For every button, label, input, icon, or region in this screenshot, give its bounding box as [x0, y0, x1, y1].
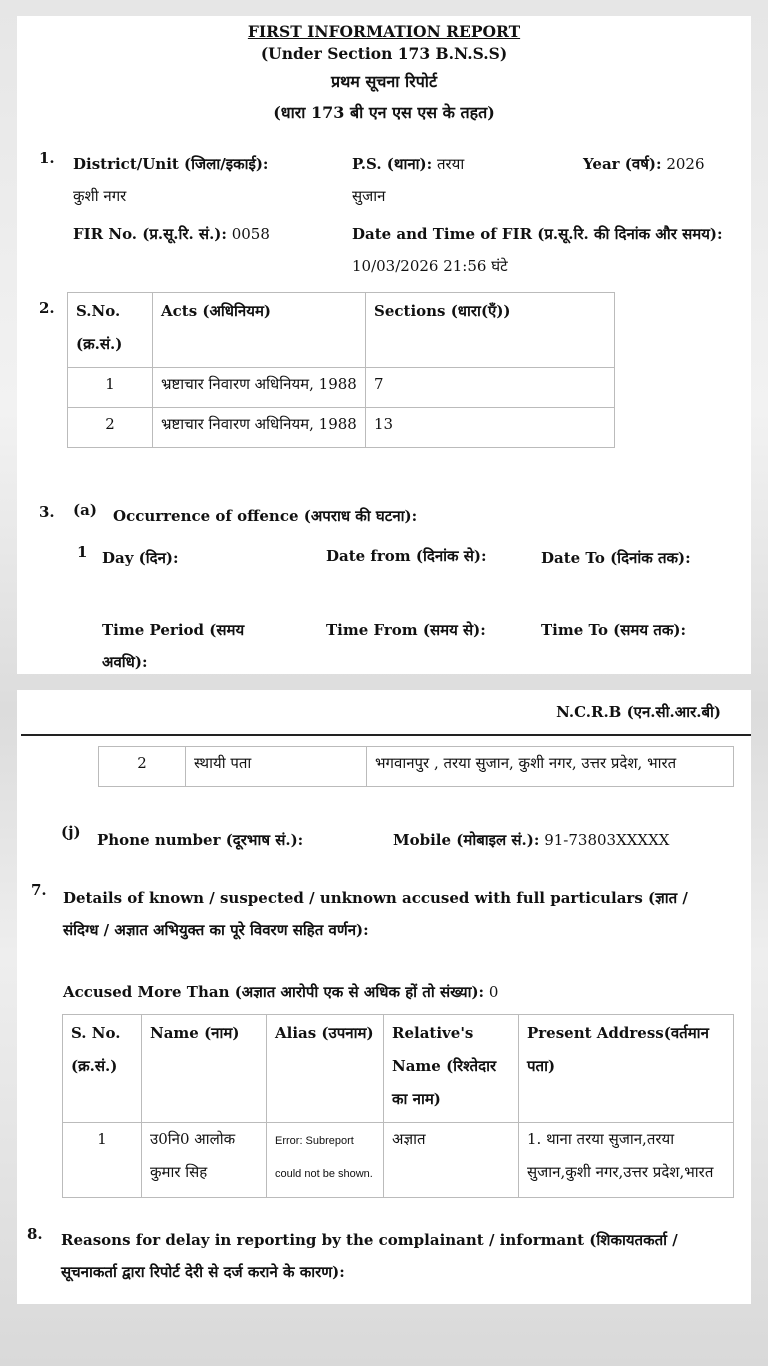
police-station-label: P.S. (थाना): — [352, 155, 433, 173]
accused-count-label: Accused More Than (अज्ञात आरोपी एक से अधिक हों तो संख्या): — [63, 983, 485, 1001]
address-row-value: भगवानपुर , तरया सुजान, कुशी नगर, उत्तर प्रदेश, भारत — [367, 747, 734, 787]
accused-row-relative: अज्ञात — [384, 1123, 519, 1198]
phone-label: Phone number (दूरभाष सं.): — [97, 831, 304, 849]
accused-table-header — [63, 1015, 734, 1123]
address-table — [98, 746, 734, 787]
acts-header-sno: S.No. (क्र.सं.) — [68, 293, 153, 368]
fir-number-field — [73, 218, 270, 250]
acts-header-act: Acts (अधिनियम) — [153, 293, 366, 368]
fir-page-1 — [17, 16, 751, 674]
address-row-type: स्थायी पता — [186, 747, 367, 787]
divider — [21, 734, 751, 736]
accused-header-alias: Alias (उपनाम) — [267, 1015, 384, 1123]
time-from-label: Time From (समय से): — [326, 621, 486, 639]
accused-count-field — [63, 976, 498, 1008]
year-field — [583, 148, 705, 180]
acts-table-header — [68, 293, 615, 368]
phone-sub: (j) — [61, 823, 81, 841]
fir-number-value: 0058 — [231, 225, 270, 243]
table-row — [68, 368, 615, 408]
police-station-value: तरया सुजान — [352, 155, 465, 205]
report-subtitle-hi: (धारा 173 बी एन एस एस के तहत) — [273, 103, 495, 122]
acts-row-act: भ्रष्टाचार निवारण अधिनियम, 1988 — [153, 408, 366, 448]
date-to-label: Date To (दिनांक तक): — [541, 549, 691, 567]
accused-header-relative: Relative's Name (रिश्तेदार का नाम) — [384, 1015, 519, 1123]
acts-table — [67, 292, 615, 448]
acts-row-act: भ्रष्टाचार निवारण अधिनियम, 1988 — [153, 368, 366, 408]
date-from-label: Date from (दिनांक से): — [326, 547, 487, 565]
year-label: Year (वर्ष): — [583, 155, 662, 173]
report-subtitle-en: (Under Section 173 B.N.S.S) — [260, 44, 508, 63]
accused-count-value: 0 — [488, 983, 499, 1001]
delay-reasons-heading: Reasons for delay in reporting by the complainant / informant (शिकायतकर्ता / सूचनाकर्ता द्वारा रिपोर्ट देरी से दर्ज कराने के कारण): — [61, 1231, 678, 1281]
ncrb-label: N.C.R.B (एन.सी.आर.बी) — [556, 703, 721, 721]
table-row — [68, 408, 615, 448]
section-3-sub: (a) — [73, 501, 97, 519]
district-value: कुशी नगर — [73, 187, 127, 205]
accused-row-alias: Error: Subreport could not be shown. — [267, 1123, 384, 1198]
year-value: 2026 — [666, 155, 705, 173]
table-row — [99, 747, 734, 787]
occurrence-heading: Occurrence of offence (अपराध की घटना): — [113, 507, 418, 525]
acts-row-sno: 1 — [68, 368, 153, 408]
acts-row-section: 13 — [366, 408, 615, 448]
time-to-label: Time To (समय तक): — [541, 621, 686, 639]
fir-number-label: FIR No. (प्र.सू.रि. सं.): — [73, 225, 227, 243]
accused-heading: Details of known / suspected / unknown accused with full particulars (ज्ञात / संदिग्ध / अज्ञात अभियुक्त का पूरे विवरण सहित वर्णन): — [63, 889, 688, 939]
accused-row-sno: 1 — [63, 1123, 142, 1198]
table-row — [63, 1123, 734, 1198]
mobile-value: 91-73803XXXXX — [544, 831, 670, 849]
occurrence-row-number: 1 — [77, 543, 88, 561]
accused-table — [62, 1014, 734, 1198]
day-label: Day (दिन): — [102, 549, 179, 567]
address-row-sno: 2 — [99, 747, 186, 787]
fir-page-2 — [17, 690, 751, 1304]
mobile-label: Mobile (मोबाइल सं.): — [393, 831, 540, 849]
acts-row-sno: 2 — [68, 408, 153, 448]
section-7-number: 7. — [31, 881, 47, 899]
section-2-number: 2. — [39, 299, 55, 317]
district-label: District/Unit (जिला/इकाई): — [73, 155, 269, 173]
accused-row-name: उ0नि0 आलोक कुमार सिह — [142, 1123, 267, 1198]
section-8-number: 8. — [27, 1225, 43, 1243]
report-title-en: FIRST INFORMATION REPORT — [247, 22, 521, 41]
accused-header-address: Present Address(वर्तमान पता) — [519, 1015, 734, 1123]
district-field — [73, 148, 298, 212]
acts-header-sections: Sections (धारा(एँ)) — [366, 293, 615, 368]
accused-header-name: Name (नाम) — [142, 1015, 267, 1123]
fir-datetime-field — [352, 218, 732, 282]
acts-row-section: 7 — [366, 368, 615, 408]
fir-datetime-label: Date and Time of FIR (प्र.सू.रि. की दिनांक और समय): — [352, 225, 723, 243]
police-station-field — [352, 148, 502, 212]
section-1-number: 1. — [39, 149, 55, 167]
accused-header-sno: S. No. (क्र.सं.) — [63, 1015, 142, 1123]
fir-datetime-value: 10/03/2026 21:56 घंटे — [352, 257, 508, 275]
mobile-field — [393, 824, 669, 856]
section-3-number: 3. — [39, 503, 55, 521]
report-title-hi: प्रथम सूचना रिपोर्ट — [330, 72, 438, 91]
time-period-label: Time Period (समय अवधि): — [102, 621, 245, 671]
accused-row-address: 1. थाना तरया सुजान,तरया सुजान,कुशी नगर,उत्तर प्रदेश,भारत — [519, 1123, 734, 1198]
